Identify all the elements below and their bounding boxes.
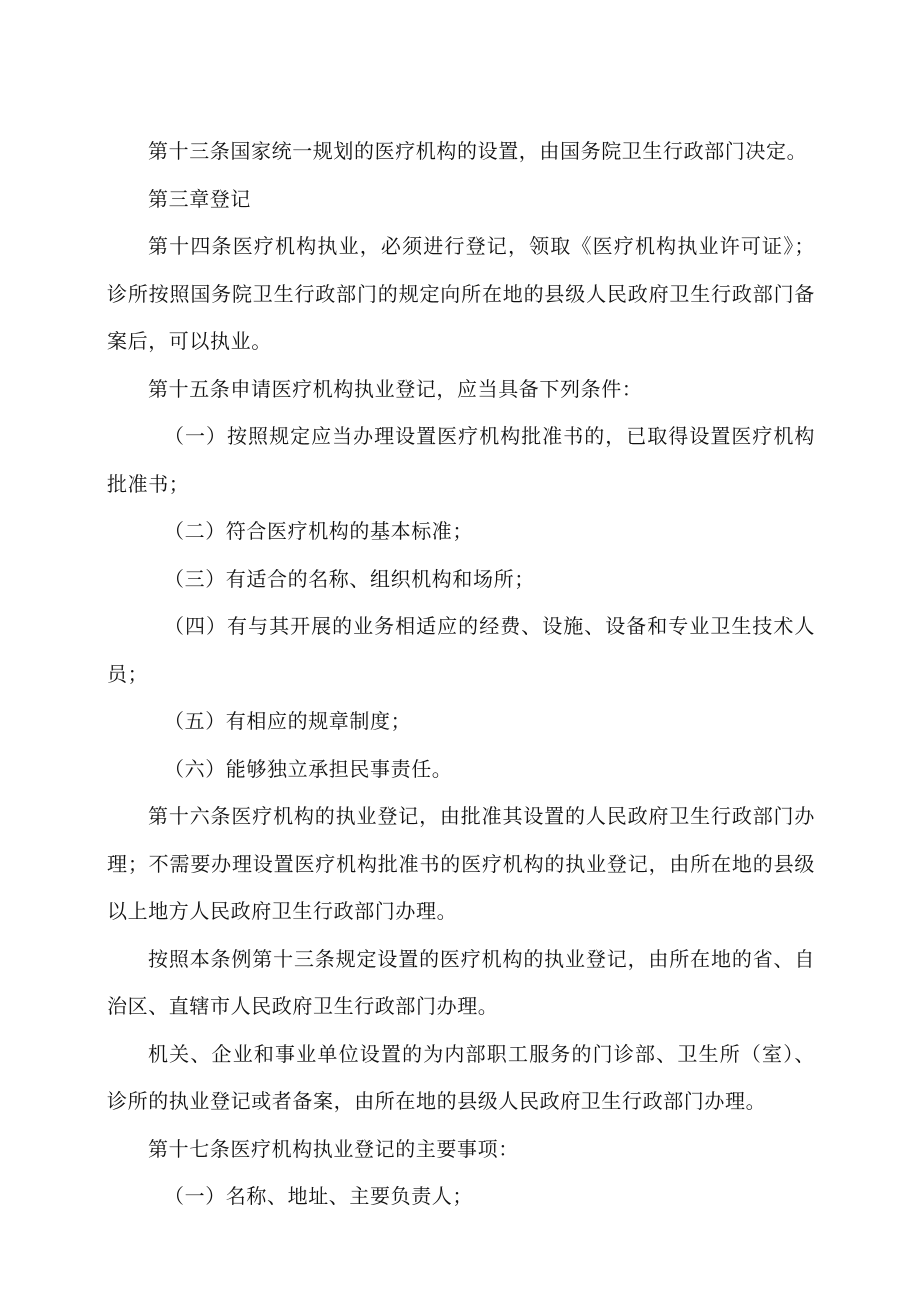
chapter-3-heading: 第三章登记: [148, 186, 251, 211]
article-16-paragraph: 第十六条医疗机构的执业登记，由批准其设置的人民政府卫生行政部门办理；不需要办理设置医疗机构批准书的医疗机构的执业登记，由所在地的县级以上地方人民政府卫生行政部门办理。: [107, 804, 815, 923]
article-13-paragraph: 第十三条国家统一规划的医疗机构的设置，由国务院卫生行政部门决定。: [148, 139, 808, 163]
article-15-item-3: （三）有适合的名称、组织机构和场所；: [164, 566, 535, 591]
article-15-paragraph: 第十五条申请医疗机构执业登记，应当具备下列条件：: [148, 376, 643, 401]
article-16-paragraph-3: 机关、企业和事业单位设置的为内部职工服务的门诊部、卫生所（室）、诊所的执业登记或者备案，由所在地的县级人民政府卫生行政部门办理。: [107, 1041, 815, 1113]
article-14-paragraph: 第十四条医疗机构执业，必须进行登记，领取《医疗机构执业许可证》；诊所按照国务院卫生行政部门的规定向所在地的县级人民政府卫生行政部门备案后，可以执业。: [107, 234, 815, 353]
document-body: [107, 128, 815, 1221]
article-15-item-2: （二）符合医疗机构的基本标准；: [164, 519, 473, 543]
article-16-paragraph-2: 按照本条例第十三条规定设置的医疗机构的执业登记，由所在地的省、自治区、直辖市人民政府卫生行政部门办理。: [107, 946, 815, 1018]
article-15-item-1: （一）按照规定应当办理设置医疗机构批准书的，已取得设置医疗机构批准书；: [107, 424, 815, 496]
article-15-item-4: （四）有与其开展的业务相适应的经费、设施、设备和专业卫生技术人员；: [107, 614, 815, 686]
article-15-item-5: （五）有相应的规章制度；: [164, 709, 412, 733]
article-15-item-6: （六）能够独立承担民事责任。: [164, 756, 453, 781]
article-17-paragraph: 第十七条医疗机构执业登记的主要事项：: [148, 1136, 519, 1161]
article-17-item-1: （一）名称、地址、主要负责人；: [164, 1184, 473, 1208]
